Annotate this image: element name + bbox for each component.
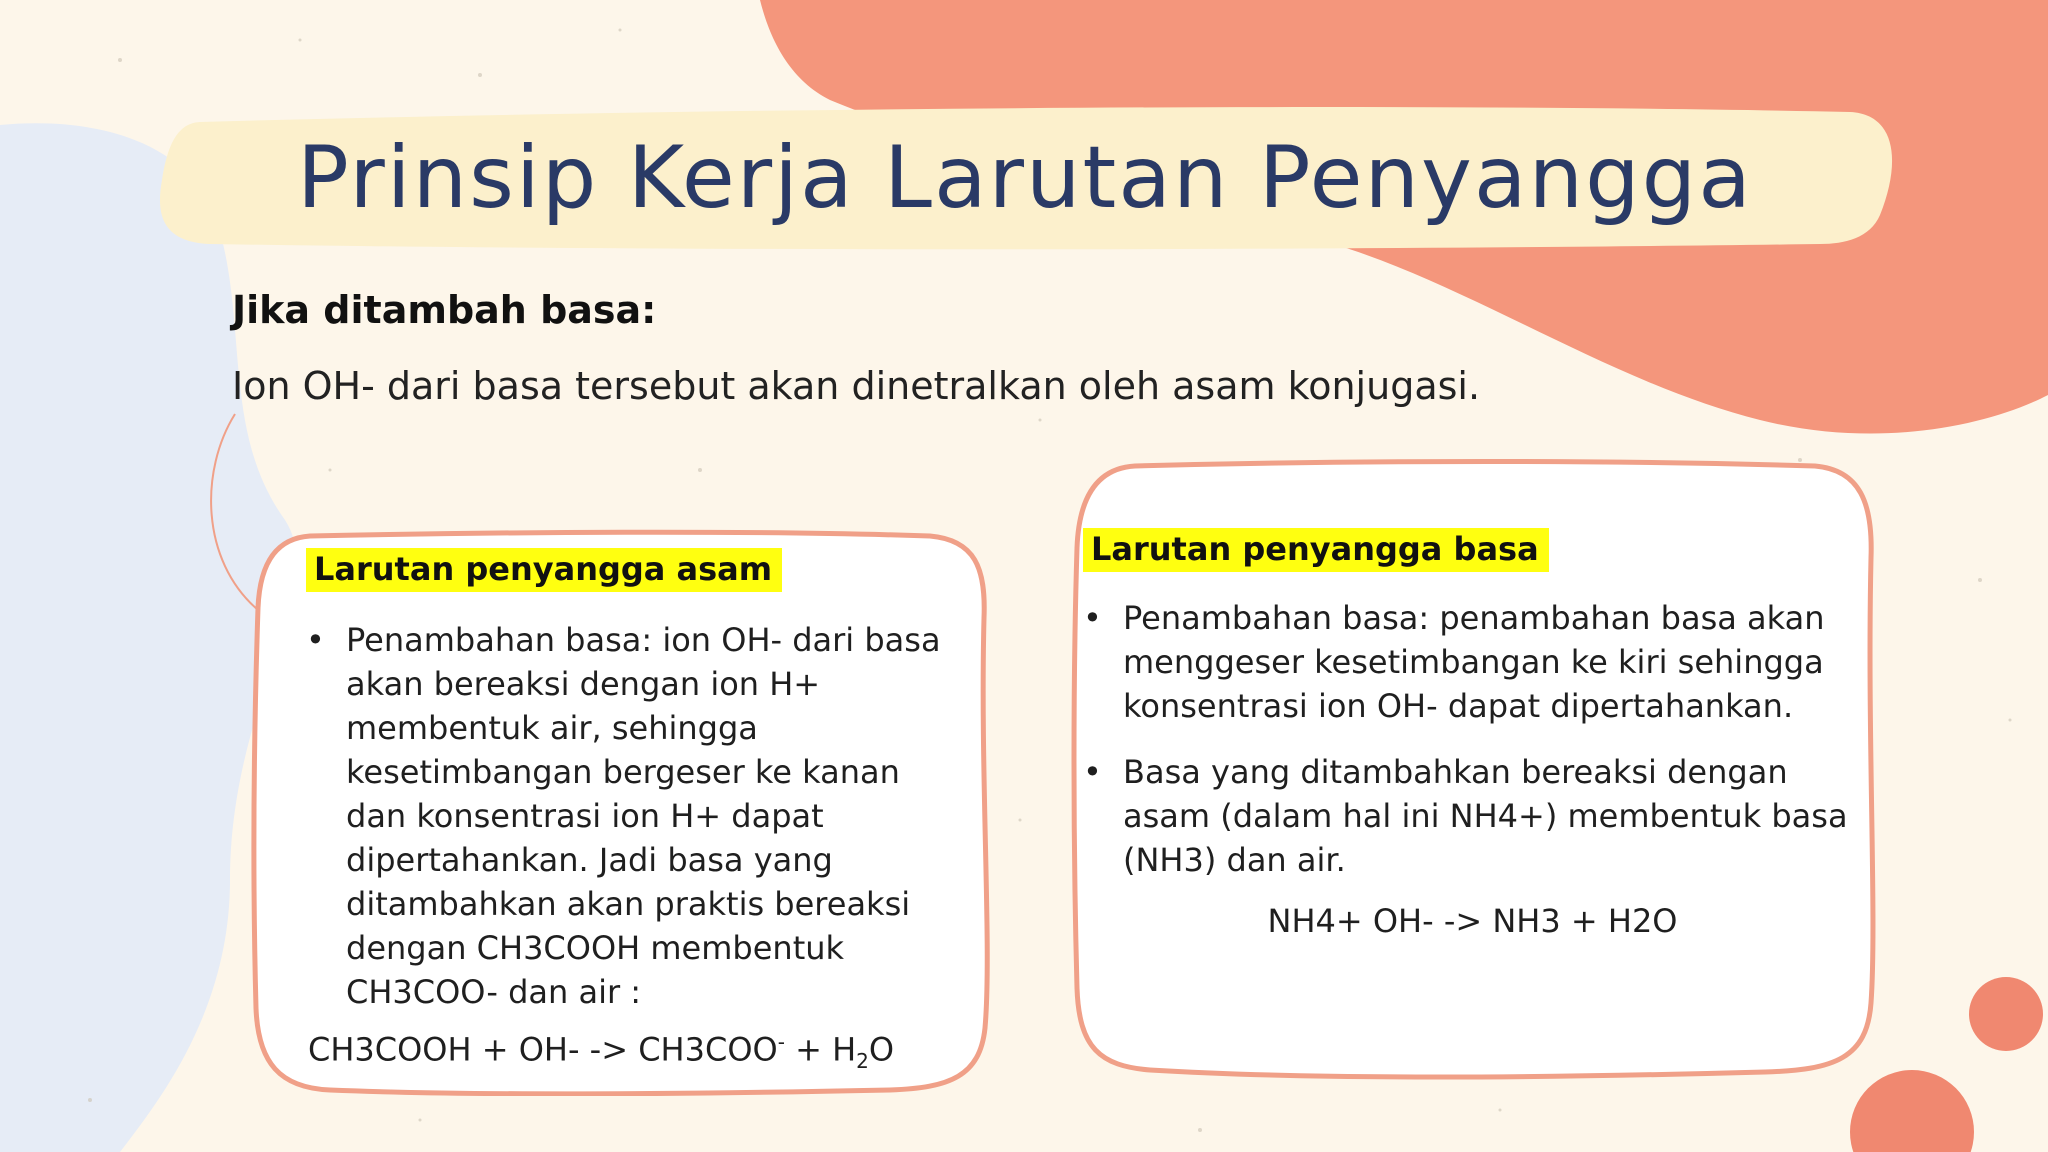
acid-card-title: Larutan penyangga asam — [306, 548, 782, 592]
list-item: • Penambahan basa: ion OH- dari basa akan bereaksi dengan ion H+ membentuk air, sehingga kesetimbangan bergeser ke kanan dan konsentrasi ion H+ dapat dipertahankan. Jadi basa yang ditambahkan akan praktis bereaksi dengan CH3COOH membentuk CH3COO- dan air : — [306, 618, 946, 1014]
acid-buffer-card — [250, 528, 990, 1096]
base-bullet-list — [1083, 596, 1873, 904]
coral-circle-small — [1969, 977, 2043, 1051]
base-buffer-card — [1065, 458, 1880, 1080]
list-item: • Penambahan basa: penambahan basa akan menggeser kesetimbangan ke kiri sehingga konsentrasi ion OH- dapat dipertahankan. — [1083, 596, 1873, 728]
base-equation: NH4+ OH- -> NH3 + H2O — [1267, 902, 1678, 940]
title-band — [160, 110, 1890, 246]
slide-title: Prinsip Kerja Larutan Penyangga — [297, 128, 1753, 228]
base-card-title: Larutan penyangga basa — [1083, 528, 1549, 572]
acid-equation: CH3COOH + $OH- -> CH3COO^- + H_2O$ — [308, 1030, 895, 1074]
coral-circle-large — [1850, 1070, 1974, 1152]
subheading: Jika ditambah basa: — [232, 288, 657, 332]
list-item: • Basa yang ditambahkan bereaksi dengan asam (dalam hal ini NH4+) membentuk basa (NH3) dan air. — [1083, 750, 1873, 882]
acid-bullet-list — [306, 618, 946, 1036]
intro-text: Ion OH- dari basa tersebut akan dinetralkan oleh asam konjugasi. — [232, 364, 1481, 408]
